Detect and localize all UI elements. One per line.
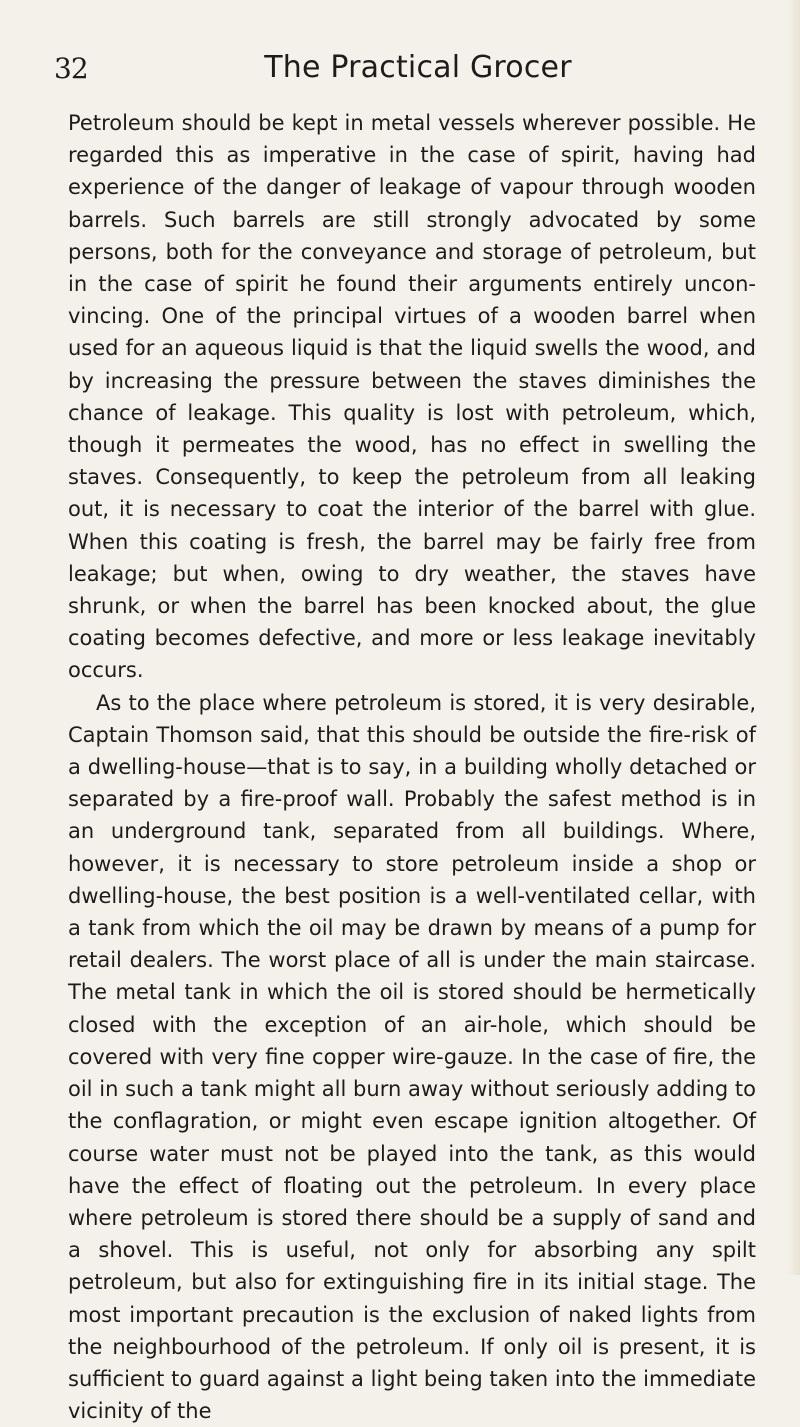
running-head <box>54 50 742 90</box>
paragraph-petroleum-vessels: Petroleum should be kept in metal vessels wherever possible. He regarded this as imperative in the case of spirit, having had experience of the danger of leakage of vapour through wooden barrels. Such barrels are still strongly advocated by some persons, both for the conveyance and storage of petroleum, but in the case of spirit he found their arguments entirely unconvincing. One of the principal virtues of a wooden barrel when used for an aqueous liquid is that the liquid swells the wood, and by increasing the pressure between the staves diminishes the chance of leakage. This quality is lost with petroleum, which, though it permeates the wood, has no effect in swelling the staves. Consequently, to keep the petroleum from all leaking out, it is necessary to coat the interior of the barrel with glue. When this coating is fresh, the barrel may be fairly free from leakage; but when, owing to dry weather, the staves have shrunk, or when the barrel has been knocked about, the glue coating becomes defective, and more or less leakage inevitably occurs. <box>68 111 756 683</box>
page-edge-shading <box>788 0 800 1275</box>
paragraph-petroleum-storage-place: As to the place where petroleum is stored, it is very desirable, Captain Thomson said, that this should be outside the fire-risk of a dwelling-house—that is to say, in a building wholly detached or separated by a fire-proof wall. Probably the safest method is in an underground tank, separated from all buildings. Where, however, it is necessary to store petroleum inside a shop or dwelling-house, the best position is a well-ventilated cellar, with a tank from which the oil may be drawn by means of a pump for retail dealers. The worst place of all is under the main staircase. The metal tank in which the oil is stored should be hermetically closed with the exception of an air-hole, which should be covered with very fine copper wire-gauze. In the case of fire, the oil in such a tank might all burn away without seriously adding to the conflagration, or might even escape ignition altogether. Of course water must not be played into the tank, as this would have the effect of floating out the petroleum. In every place where petroleum is stored there should be a supply of sand and a shovel. This is useful, not only for absorbing any spilt petroleum, but also for extinguishing fire in its initial stage. The most important precaution is the exclusion of naked lights from the neighbourhood of the petroleum. If only oil is present, it is sufficient to guard against a light being taken into the immediate vicinity of the <box>68 690 756 1424</box>
running-title: The Practical Grocer <box>264 50 572 85</box>
body-text <box>68 107 756 1427</box>
page-number: 32 <box>54 52 88 85</box>
